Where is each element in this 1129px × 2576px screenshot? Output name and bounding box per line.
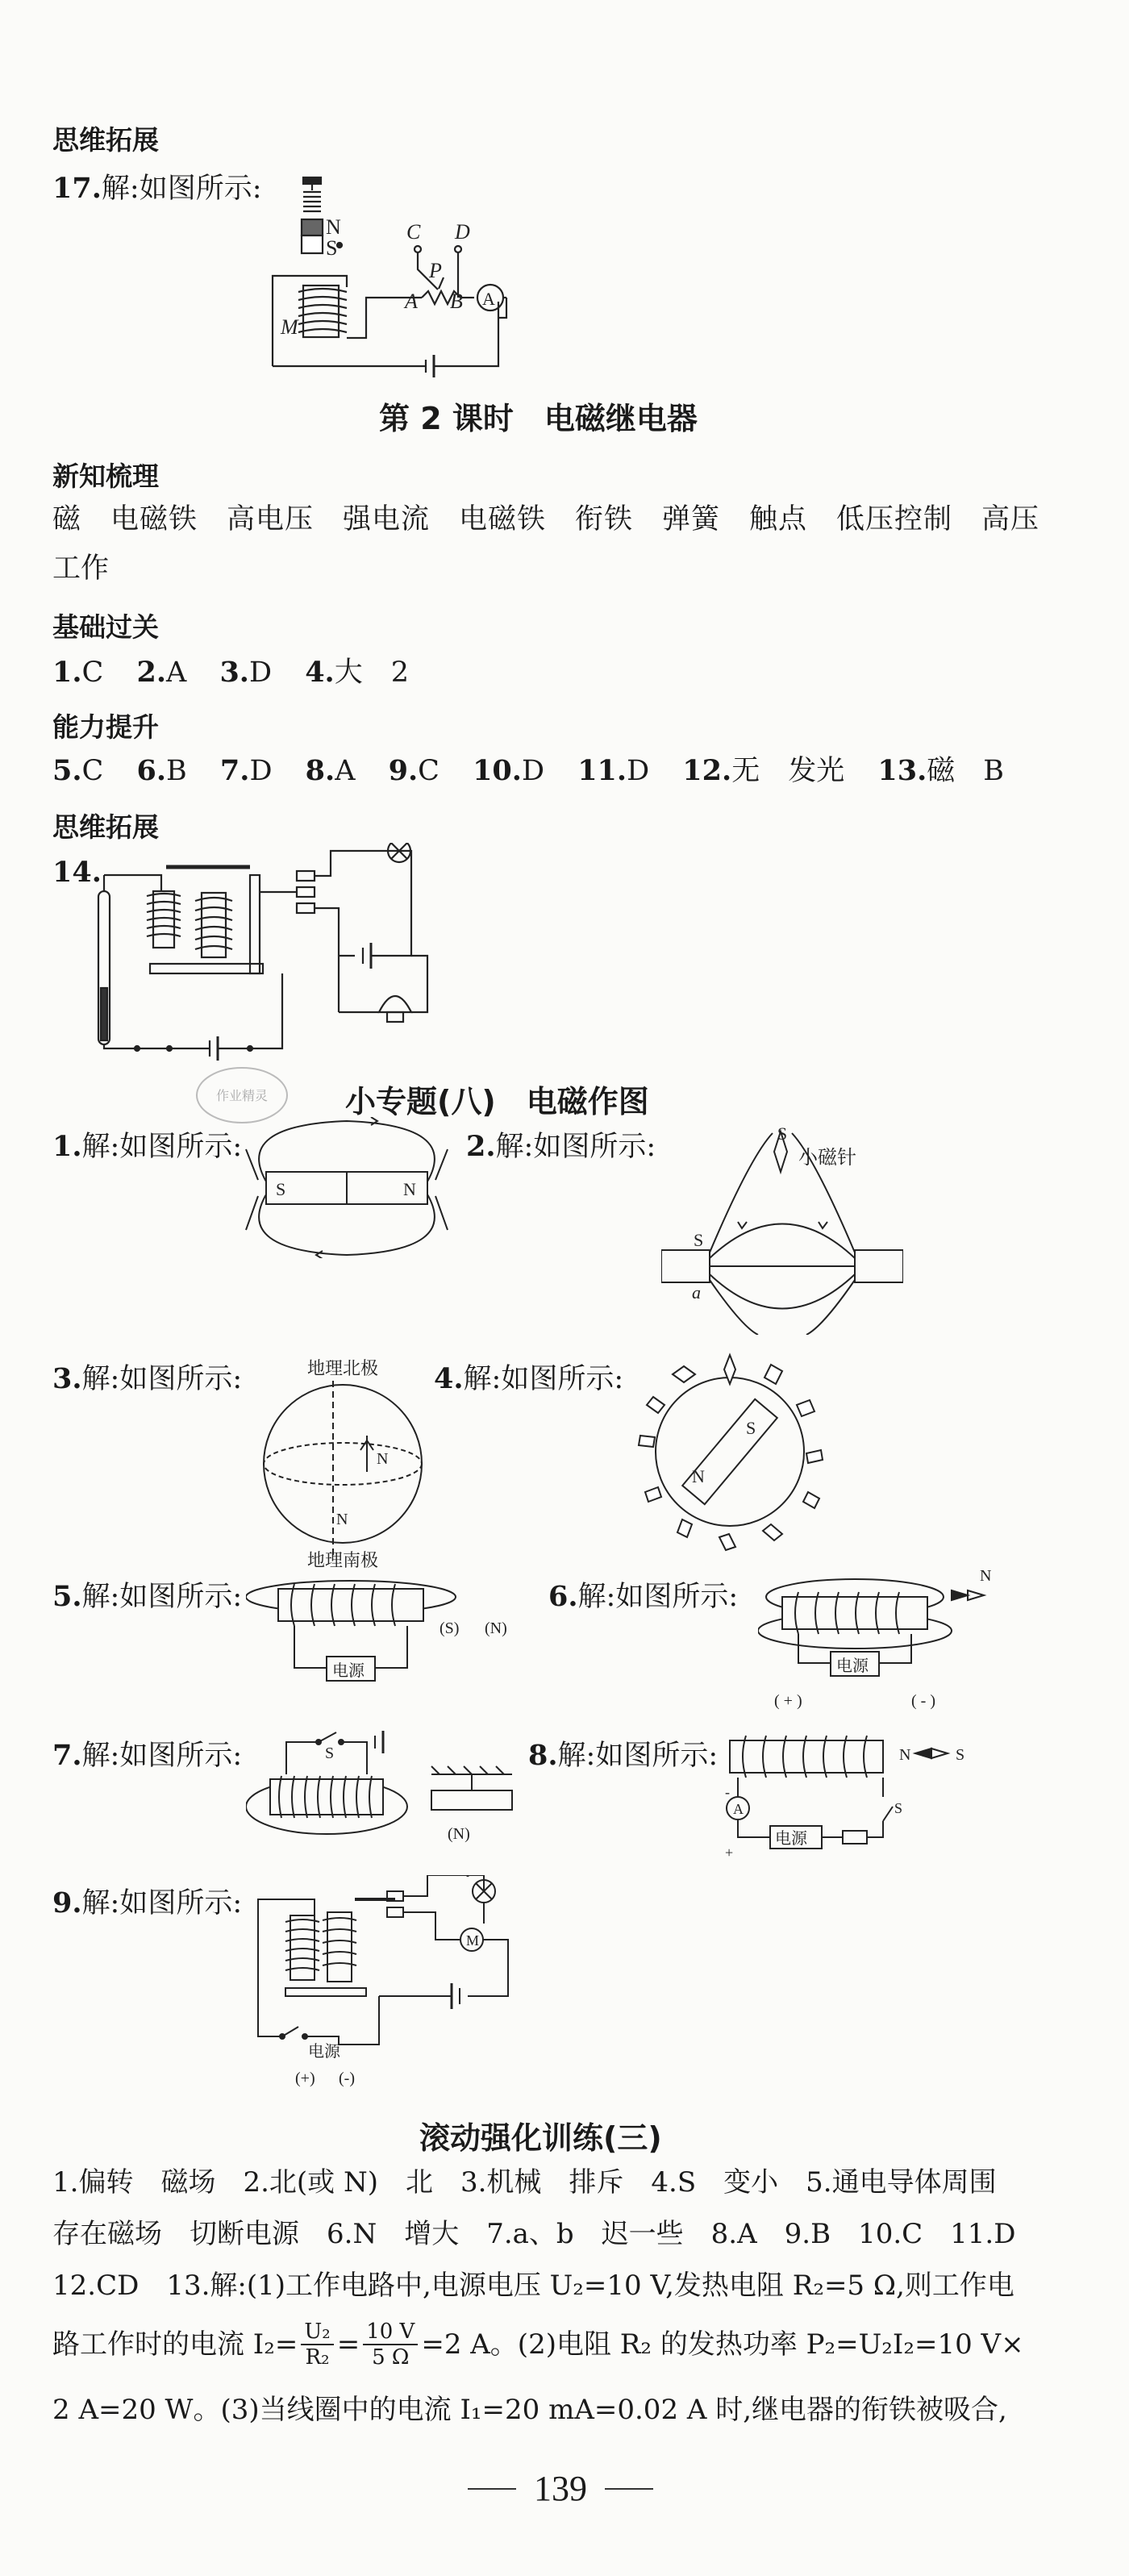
label-n: N <box>899 1746 911 1764</box>
label-m: M <box>281 315 298 339</box>
answer-item: 9.C <box>388 754 440 787</box>
figure-t6-solenoid <box>758 1565 1000 1718</box>
label-plus-bracket: ( + ) <box>774 1692 802 1710</box>
topic-question-8: 8.解:如图所示: <box>528 1739 719 1772</box>
figure-q14-relay-circuit <box>89 843 452 1061</box>
label-s: S <box>746 1418 756 1438</box>
answer-item: 8.A <box>305 754 356 787</box>
figure-t8-solenoid-ammeter <box>722 1732 988 1861</box>
figure-t9-relay-motor <box>250 1875 540 2093</box>
question-number: 17. <box>52 172 102 205</box>
label-minus: (-) <box>339 2070 355 2087</box>
answer-item: 11.D <box>577 754 650 787</box>
divider <box>605 2488 653 2490</box>
section-heading-thinking: 思维拓展 <box>52 124 159 156</box>
figure-t2-two-poles <box>661 1125 903 1335</box>
rolling-line-1: 1.偏转 磁场 2.北(或 N) 北 3.机械 排斥 4.S 变小 5.通电导体周围 <box>52 2166 997 2199</box>
formula-suffix: =2 A。(2)电阻 R₂ 的发热功率 P₂=U₂I₂=10 V× <box>421 2328 1024 2361</box>
answer-item: 5.C <box>52 754 104 787</box>
rolling-title: 滚动强化训练(三) <box>419 2120 662 2156</box>
fraction-values: $\frac{10 V}{5 \Omega}$ <box>363 2320 418 2370</box>
new-knowledge-line-1: 磁 电磁铁 高电压 强电流 电磁铁 衔铁 弹簧 触点 低压控制 高压 <box>52 503 1040 536</box>
answer-item: 3.D <box>219 656 273 689</box>
question-text: 解:如图所示: <box>101 173 262 205</box>
label-minus: - <box>725 1784 730 1800</box>
topic-question-9: 9.解:如图所示: <box>52 1886 243 1919</box>
section-heading-ability: 能力提升 <box>52 711 159 743</box>
answer-item: 10.D <box>473 754 545 787</box>
ability-answers <box>52 753 1004 789</box>
section-heading-basic: 基础过关 <box>52 611 159 643</box>
stamp-text: 作业精灵 <box>215 1088 269 1103</box>
label-power: 电源 <box>775 1828 807 1848</box>
label-a: a <box>692 1282 701 1303</box>
basic-answers <box>52 655 409 690</box>
label-s: S <box>325 1744 335 1762</box>
section-heading-new-knowledge: 新知梳理 <box>52 461 159 492</box>
label-geo-south: 地理南极 <box>306 1551 379 1571</box>
rolling-line-5: 2 A=20 W。(3)当线圈中的电流 I₁=20 mA=0.02 A 时,继电器的衔铁被吸合, <box>52 2394 1007 2426</box>
rolling-line-3: 12.CD 13.解:(1)工作电路中,电源电压 U₂=10 V,发热电阻 R₂=5 Ω,则工作电 <box>52 2270 1014 2302</box>
question-17 <box>52 171 262 206</box>
label-n: N <box>377 1450 389 1468</box>
answer-item: 12.无 发光 <box>682 754 845 787</box>
rolling-line-2: 存在磁场 切断电源 6.N 增大 7.a、b 迟一些 8.A 9.B 10.C 11.D <box>52 2218 1016 2250</box>
label-s: S <box>777 1125 788 1144</box>
label-power: 电源 <box>332 1661 365 1680</box>
label-geo-north: 地理北极 <box>306 1359 379 1379</box>
topic-question-5: 5.解:如图所示: <box>52 1580 243 1613</box>
label-ammeter: A <box>733 1801 744 1817</box>
label-n: N <box>692 1466 705 1486</box>
topic-question-4: 4.解:如图所示: <box>434 1362 624 1395</box>
figure-q17-circuit <box>256 173 531 379</box>
label-n: N <box>326 215 341 239</box>
label-s-bracket: (S) <box>440 1619 460 1637</box>
label-n: N <box>336 1511 348 1528</box>
figure-t7-switch-coil <box>246 1718 520 1855</box>
label-minus-bracket: ( - ) <box>911 1692 935 1710</box>
answer-item: 7.D <box>219 754 273 787</box>
label-s: S <box>326 236 338 260</box>
question-number: 14. <box>52 856 102 889</box>
label-power: 电源 <box>836 1656 869 1675</box>
topic-question-1: 1.解:如图所示: <box>52 1130 243 1163</box>
label-n-bracket: (N) <box>485 1619 507 1637</box>
label-s: S <box>894 1800 903 1816</box>
formula-prefix: 路工作时的电流 I₂= <box>52 2328 298 2361</box>
label-plus: (+) <box>295 2070 315 2087</box>
label-n: N <box>980 1567 992 1585</box>
label-s: S <box>956 1746 965 1764</box>
figure-t4-bar-magnet-needles <box>629 1347 831 1557</box>
answer-item: 6.B <box>136 754 187 787</box>
answer-item: 4.大 2 <box>305 656 410 689</box>
topic-question-2: 2.解:如图所示: <box>466 1130 656 1163</box>
label-b: B <box>450 290 463 313</box>
section-heading-thinking-2: 思维拓展 <box>52 811 159 843</box>
page-number <box>468 2468 653 2509</box>
rolling-line-4: 路工作时的电流 I₂= $\frac{\text{U₂}}{\text{R₂}}$ = $\frac{10 V}{5 \Omega}$ =2 A。(2)电阻 R₂ 的发热功率 P₂=U₂I₂=10 V× <box>52 2320 1024 2370</box>
label-c: C <box>406 220 421 244</box>
fraction-current: $\frac{\text{U₂}}{\text{R₂}}$ <box>301 2320 333 2370</box>
label-power: 电源 <box>308 2041 340 2061</box>
label-p: P <box>429 259 442 282</box>
label-s: S <box>694 1230 704 1250</box>
figure-t3-earth-field <box>246 1355 440 1573</box>
page-number-text: 139 <box>534 2469 587 2508</box>
answer-item: 1.C <box>52 656 104 689</box>
label-motor: M <box>466 1932 480 1949</box>
lesson-title: 第 2 课时 电磁继电器 <box>379 401 698 436</box>
label-n: N <box>403 1179 416 1199</box>
topic-question-7: 7.解:如图所示: <box>52 1739 243 1772</box>
figure-t5-solenoid <box>246 1573 536 1694</box>
new-knowledge-line-2: 工作 <box>52 552 110 585</box>
topic-title: 小专题(八) 电磁作图 <box>345 1084 649 1119</box>
figure-t1-magnet-field <box>242 1117 452 1258</box>
answer-item: 13.磁 B <box>877 754 1004 787</box>
label-ammeter: A <box>482 289 495 309</box>
label-s: S <box>276 1179 286 1199</box>
label-a: A <box>405 290 418 313</box>
label-plus: + <box>725 1844 734 1861</box>
divider <box>468 2488 516 2490</box>
label-n-bracket: (N) <box>448 1825 470 1843</box>
answer-item: 2.A <box>136 656 187 689</box>
label-small-needle: 小磁针 <box>798 1146 856 1169</box>
topic-question-6: 6.解:如图所示: <box>548 1580 739 1613</box>
label-d: D <box>455 220 470 244</box>
topic-question-3: 3.解:如图所示: <box>52 1362 243 1395</box>
